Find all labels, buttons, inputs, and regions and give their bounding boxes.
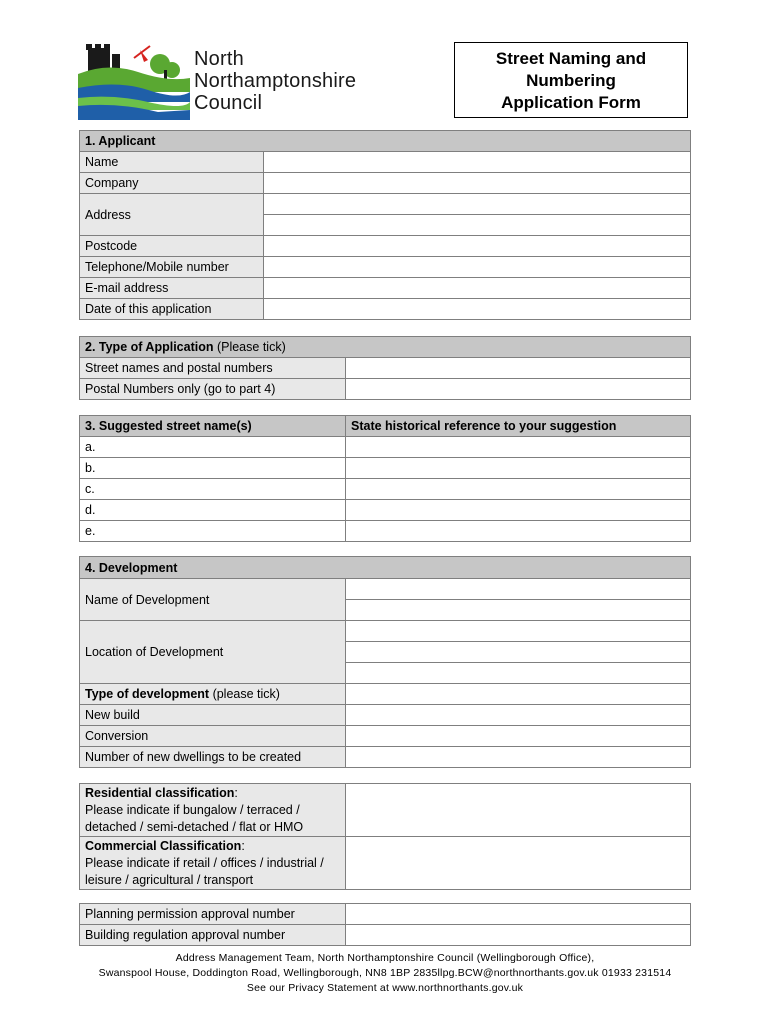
option-street-names-label: Street names and postal numbers <box>80 358 346 379</box>
council-name-line-1: North <box>194 48 244 70</box>
commercial-classification-help: Please indicate if retail / offices / industrial / leisure / agricultural / transport <box>85 856 324 887</box>
form-title <box>454 42 688 118</box>
applicant-section <box>79 130 691 320</box>
planning-approval-label: Planning permission approval number <box>80 904 346 925</box>
council-name-line-2: Northamptonshire <box>194 70 357 92</box>
suggested-name-b[interactable]: b. <box>80 458 346 479</box>
development-name-field-line-1[interactable] <box>346 579 691 600</box>
option-postal-numbers-tick[interactable] <box>346 379 691 400</box>
building-approval-field[interactable] <box>346 925 691 946</box>
council-logo-graphic <box>78 40 190 120</box>
applicant-heading: 1. Applicant <box>80 131 691 152</box>
application-type-heading-note: (Please tick) <box>213 340 286 354</box>
suggested-name-a[interactable]: a. <box>80 437 346 458</box>
council-name-line-3: Council <box>194 92 263 114</box>
application-type-heading <box>80 337 691 358</box>
commercial-classification-title: Commercial Classification <box>85 839 242 853</box>
commercial-classification-label <box>80 837 346 890</box>
email-field[interactable] <box>264 278 691 299</box>
historical-reference-b[interactable] <box>346 458 691 479</box>
postcode-label: Postcode <box>80 236 264 257</box>
suggested-names-heading: 3. Suggested street name(s) <box>80 416 346 437</box>
historical-reference-heading: State historical reference to your suggestion <box>346 416 691 437</box>
address-label: Address <box>80 194 264 236</box>
historical-reference-a[interactable] <box>346 437 691 458</box>
application-type-section <box>79 336 691 400</box>
new-build-tick[interactable] <box>346 705 691 726</box>
form-title-line-2: Numbering <box>526 71 616 90</box>
commercial-classification-field[interactable] <box>346 837 691 890</box>
development-location-field-line-1[interactable] <box>346 621 691 642</box>
residential-classification-help: Please indicate if bungalow / terraced / detached / semi-detached / flat or HMO <box>85 803 304 834</box>
footer-line-1: Address Management Team, North Northamptonshire Council (Wellingborough Office), <box>175 952 595 964</box>
form-title-line-3: Application Form <box>501 93 641 112</box>
telephone-field[interactable] <box>264 257 691 278</box>
footer <box>0 951 770 996</box>
development-name-field-line-2[interactable] <box>346 600 691 621</box>
address-field-line-2[interactable] <box>264 215 691 236</box>
telephone-label: Telephone/Mobile number <box>80 257 264 278</box>
suggested-name-d[interactable]: d. <box>80 500 346 521</box>
development-name-label: Name of Development <box>80 579 346 621</box>
new-build-label: New build <box>80 705 346 726</box>
dwellings-field[interactable] <box>346 747 691 768</box>
application-type-heading-title: 2. Type of Application <box>85 340 214 354</box>
planning-approval-field[interactable] <box>346 904 691 925</box>
residential-classification-label <box>80 784 346 837</box>
classification-section <box>79 783 691 890</box>
building-approval-label: Building regulation approval number <box>80 925 346 946</box>
date-label: Date of this application <box>80 299 264 320</box>
company-label: Company <box>80 173 264 194</box>
conversion-label: Conversion <box>80 726 346 747</box>
development-section <box>79 556 691 768</box>
date-field[interactable] <box>264 299 691 320</box>
postcode-field[interactable] <box>264 236 691 257</box>
footer-line-3: See our Privacy Statement at www.northnorthants.gov.uk <box>246 982 524 994</box>
approvals-section <box>79 903 691 946</box>
option-postal-numbers-label: Postal Numbers only (go to part 4) <box>80 379 346 400</box>
conversion-tick[interactable] <box>346 726 691 747</box>
development-type-label <box>80 684 346 705</box>
development-type-note: (please tick) <box>209 687 280 701</box>
council-logo <box>78 40 380 120</box>
name-label: Name <box>80 152 264 173</box>
suggested-name-e[interactable]: e. <box>80 521 346 542</box>
form-title-line-1: Street Naming and <box>495 49 647 68</box>
council-name <box>194 48 356 114</box>
email-label: E-mail address <box>80 278 264 299</box>
suggested-names-section <box>79 415 691 542</box>
dwellings-label: Number of new dwellings to be created <box>80 747 346 768</box>
address-field-line-1[interactable] <box>264 194 691 215</box>
residential-classification-field[interactable] <box>346 784 691 837</box>
historical-reference-e[interactable] <box>346 521 691 542</box>
development-heading: 4. Development <box>80 557 691 579</box>
development-type-field[interactable] <box>346 684 691 705</box>
historical-reference-d[interactable] <box>346 500 691 521</box>
residential-classification-title: Residential classification <box>85 786 235 800</box>
development-location-label: Location of Development <box>80 621 346 684</box>
option-street-names-tick[interactable] <box>346 358 691 379</box>
company-field[interactable] <box>264 173 691 194</box>
development-type-title: Type of development <box>85 687 210 701</box>
development-location-field-line-2[interactable] <box>346 642 691 663</box>
name-field[interactable] <box>264 152 691 173</box>
development-location-field-line-3[interactable] <box>346 663 691 684</box>
residential-classification-colon: : <box>234 786 238 800</box>
footer-line-2: Swanspool House, Doddington Road, Wellingborough, NN8 1BP 2835llpg.BCW@northnorthants.gov.uk 01933 231514 <box>98 967 672 979</box>
commercial-classification-colon: : <box>241 839 245 853</box>
suggested-name-c[interactable]: c. <box>80 479 346 500</box>
historical-reference-c[interactable] <box>346 479 691 500</box>
